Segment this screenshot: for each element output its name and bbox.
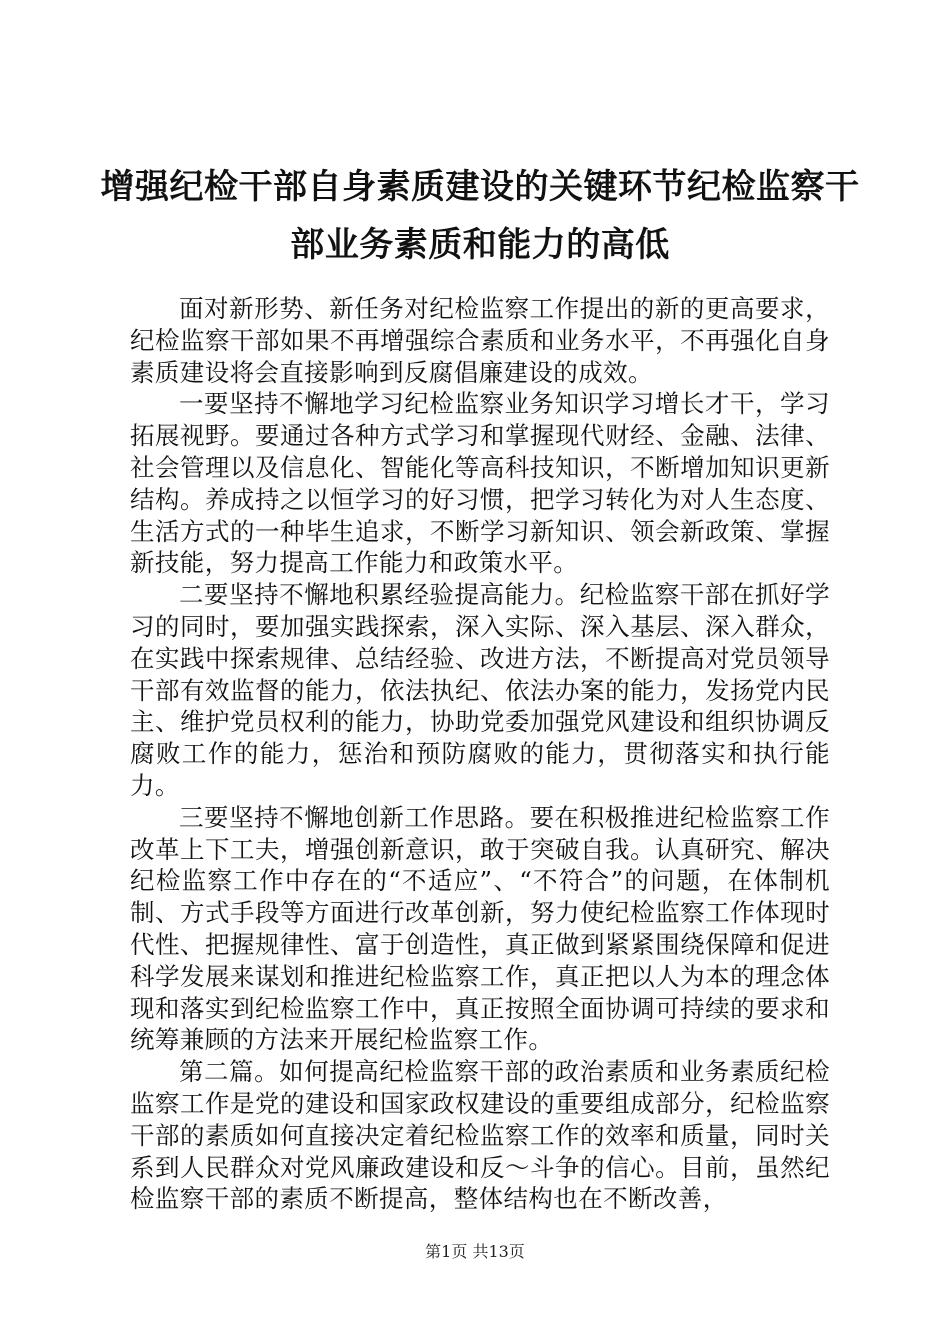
page-number-footer: 第1页 共13页 <box>425 1242 525 1261</box>
paragraph-second-article: 第二篇。如何提高纪检监察干部的政治素质和业务素质纪检监察工作是党的建设和国家政权建设的重要组成部分，纪检监察干部的素质如何直接决定着纪检监察工作的效率和质量，同时关系到人民群众对党风廉政建设和反～斗争的信心。目前，虽然纪检监察干部的素质不断提高，整体结构也在不断改善， <box>130 1057 830 1214</box>
document-body <box>130 293 830 1215</box>
paragraph-point-three: 三要坚持不懈地创新工作思路。要在积极推进纪检监察工作改革上下工夫，增强创新意识，敢于突破自我。认真研究、解决纪检监察工作中存在的“不适应”、“不符合”的问题，在体制机制、方式手段等方面进行改革创新，努力使纪检监察工作体现时代性、把握规律性、富于创造性，真正做到紧紧围绕保障和促进科学发展来谋划和推进纪检监察工作，真正把以人为本的理念体现和落实到纪检监察工作中，真正按照全面协调可持续的要求和统筹兼顾的方法来开展纪检监察工作。 <box>130 802 830 1055</box>
paragraph-intro: 面对新形势、新任务对纪检监察工作提出的新的更高要求，纪检监察干部如果不再增强综合素质和业务水平，不再强化自身素质建设将会直接影响到反腐倡廉建设的成效。 <box>130 294 830 387</box>
paragraph-point-one: 一要坚持不懈地学习纪检监察业务知识学习增长才干，学习拓展视野。要通过各种方式学习和掌握现代财经、金融、法律、社会管理以及信息化、智能化等高科技知识，不断增加知识更新结构。养成持之以恒学习的好习惯，把学习转化为对人生态度、生活方式的一种毕生追求，不断学习新知识、领会新政策、掌握新技能，努力提高工作能力和政策水平。 <box>130 389 830 578</box>
document-title: 增强纪检干部自身素质建设的关键环节纪检监察干部业务素质和能力的高低 <box>100 167 860 265</box>
paragraph-point-two: 二要坚持不懈地积累经验提高能力。纪检监察干部在抓好学习的同时，要加强实践探索，深入实际、深入基层、深入群众，在实践中探索规律、总结经验、改进方法，不断提高对党员领导干部有效监督的能力，依法执纪、依法办案的能力，发扬党内民主、维护党员权利的能力，协助党委加强党风建设和组织协调反腐败工作的能力，惩治和预防腐败的能力，贯彻落实和执行能力。 <box>130 580 830 800</box>
